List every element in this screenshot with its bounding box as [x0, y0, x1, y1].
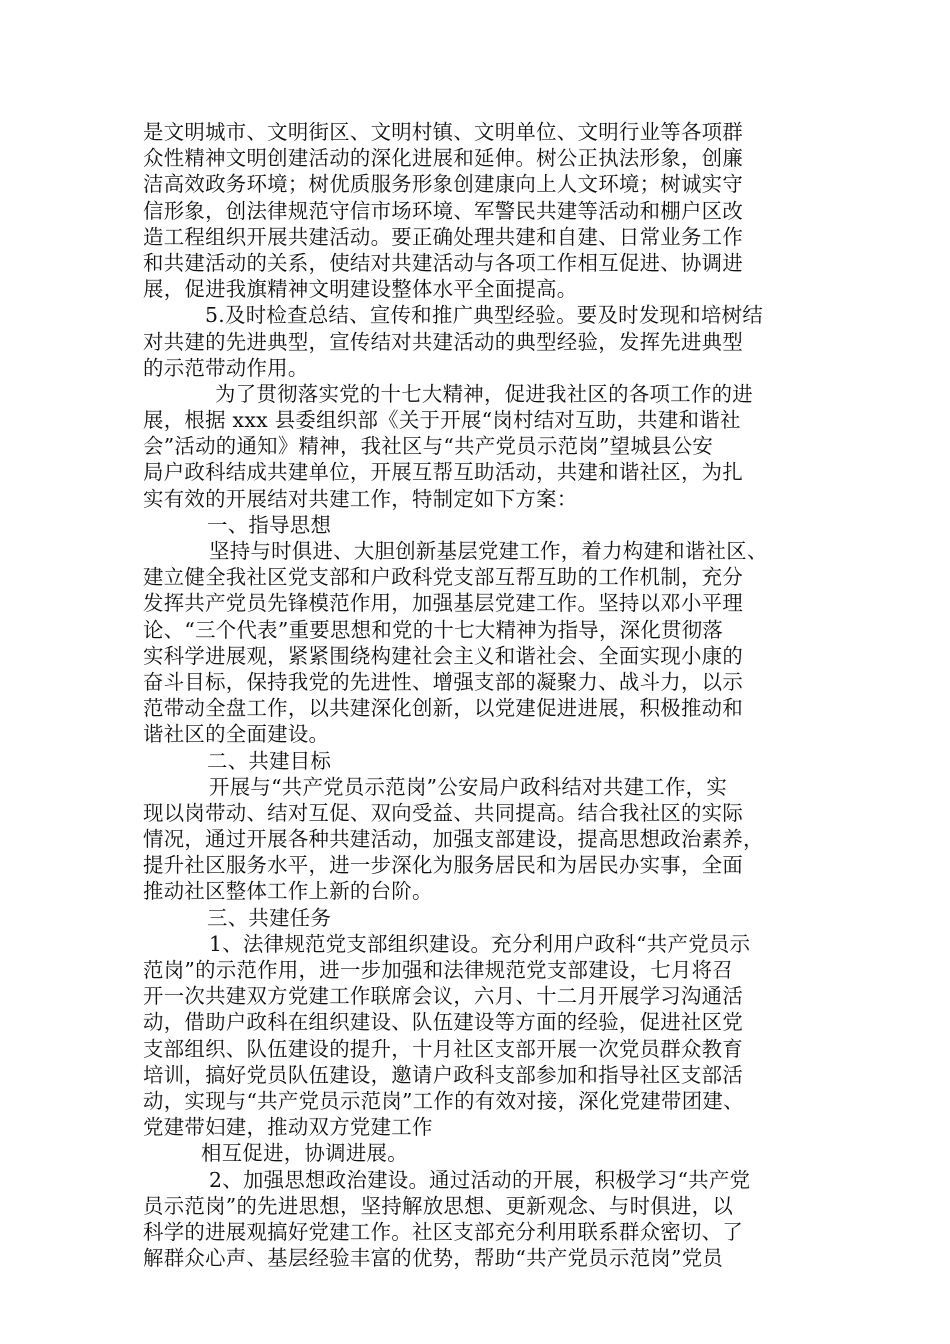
text-line: 奋斗目标，保持我党的先进性、增强支部的凝聚力、战斗力，以示: [143, 669, 744, 694]
text-line: 的示范带动作用。: [143, 355, 309, 380]
text-line: 和共建活动的关系，使结对共建活动与各项工作相互促进、协调进: [143, 250, 744, 275]
text-line: 科学的进展观搞好党建工作。社区支部充分利用联系群众密切、了: [143, 1219, 744, 1244]
text-line: 开一次共建双方党建工作联席会议，六月、十二月开展学习沟通活: [143, 984, 744, 1009]
text-line: 展，根据 xxx 县委组织部《关于开展“岗村结对互助，共建和谐社: [143, 408, 741, 433]
text-line: 党建带妇建，推动双方党建工作: [143, 1115, 433, 1140]
text-line: 动，借助户政科在组织建设、队伍建设等方面的经验，促进社区党: [143, 1010, 744, 1035]
text-line: 5.及时检查总结、宣传和推广典型经验。要及时发现和培树结: [205, 303, 764, 328]
text-line: 是文明城市、文明街区、文明村镇、文明单位、文明行业等各项群: [143, 120, 744, 144]
section-heading: 一、指导思想: [207, 512, 332, 537]
text-line: 会”活动的通知》精神，我社区与“共产党员示范岗”望城县公安: [143, 434, 714, 459]
text-line: 解群众心声、基层经验丰富的优势，帮助“共产党员示范岗”党员: [143, 1246, 724, 1271]
text-line: 洁高效政务环境；树优质服务形象创建康向上人文环境；树诚实守: [143, 172, 744, 197]
text-line: 支部组织、队伍建设的提升，十月社区支部开展一次党员群众教育: [143, 1036, 744, 1061]
document-page: [143, 119, 809, 1271]
text-line: 论、“三个代表”重要思想和党的十七大精神为指导，深化贯彻落: [143, 617, 724, 642]
text-line: 开展与“共产党员示范岗”公安局户政科结对共建工作，实: [209, 774, 728, 799]
text-line: 对共建的先进典型，宣传结对共建活动的典型经验，发挥先进典型: [143, 329, 744, 354]
text-line: 造工程组织开展共建活动。要正确处理共建和自建、日常业务工作: [143, 224, 744, 249]
section-heading: 三、共建任务: [207, 905, 332, 930]
text-line: 情况，通过开展各种共建活动，加强支部建设，提高思想政治素养，: [143, 827, 764, 852]
section-heading: 二、共建目标: [207, 748, 332, 773]
text-line: 信形象，创法律规范守信市场环境、军警民共建等活动和棚户区改: [143, 198, 744, 223]
text-line: 1、法律规范党支部组织建设。充分利用户政科“共产党员示: [209, 931, 751, 956]
text-line: 范岗”的示范作用，进一步加强和法律规范党支部建设，七月将召: [143, 958, 734, 982]
text-line: 2、加强思想政治建设。通过活动的开展，积极学习“共产党: [209, 1167, 751, 1192]
text-line: 推动社区整体工作上新的台阶。: [143, 879, 433, 904]
text-line: 范带动全盘工作，以共建深化创新，以党建促进进展，积极推动和: [143, 696, 744, 721]
text-line: 提升社区服务水平，进一步深化为服务居民和为居民办实事，全面: [143, 853, 744, 878]
text-line: 建立健全我社区党支部和户政科党支部互帮互助的工作机制，充分: [143, 565, 744, 590]
text-line: 为了贯彻落实党的十七大精神，促进我社区的各项工作的进: [215, 381, 753, 406]
text-line: 实有效的开展结对共建工作，特制定如下方案：: [143, 486, 578, 511]
text-line: 坚持与时俱进、大胆创新基层党建工作，着力构建和谐社区、: [209, 539, 768, 563]
text-line: 发挥共产党员先锋模范作用，加强基层党建工作。坚持以邓小平理: [143, 591, 744, 616]
text-line: 众性精神文明创建活动的深化进展和延伸。树公正执法形象，创廉: [143, 146, 744, 171]
text-line: 动，实现与“共产党员示范岗”工作的有效对接，深化党建带团建、: [143, 1088, 744, 1113]
text-line: 局户政科结成共建单位，开展互帮互助活动，共建和谐社区，为扎: [143, 460, 744, 485]
text-line: 谐社区的全面建设。: [143, 722, 330, 747]
text-line: 培训，搞好党员队伍建设，邀请户政科支部参加和指导社区支部活: [143, 1062, 744, 1087]
text-line: 员示范岗”的先进思想，坚持解放思想、更新观念、与时俱进，以: [143, 1193, 734, 1218]
text-line: 展，促进我旗精神文明建设整体水平全面提高。: [143, 277, 578, 302]
text-line: 实科学进展观，紧紧围绕构建社会主义和谐社会、全面实现小康的: [143, 643, 744, 668]
text-line: 相互促进，协调进展。: [201, 1141, 408, 1166]
text-line: 现以岗带动、结对互促、双向受益、共同提高。结合我社区的实际: [143, 800, 744, 825]
